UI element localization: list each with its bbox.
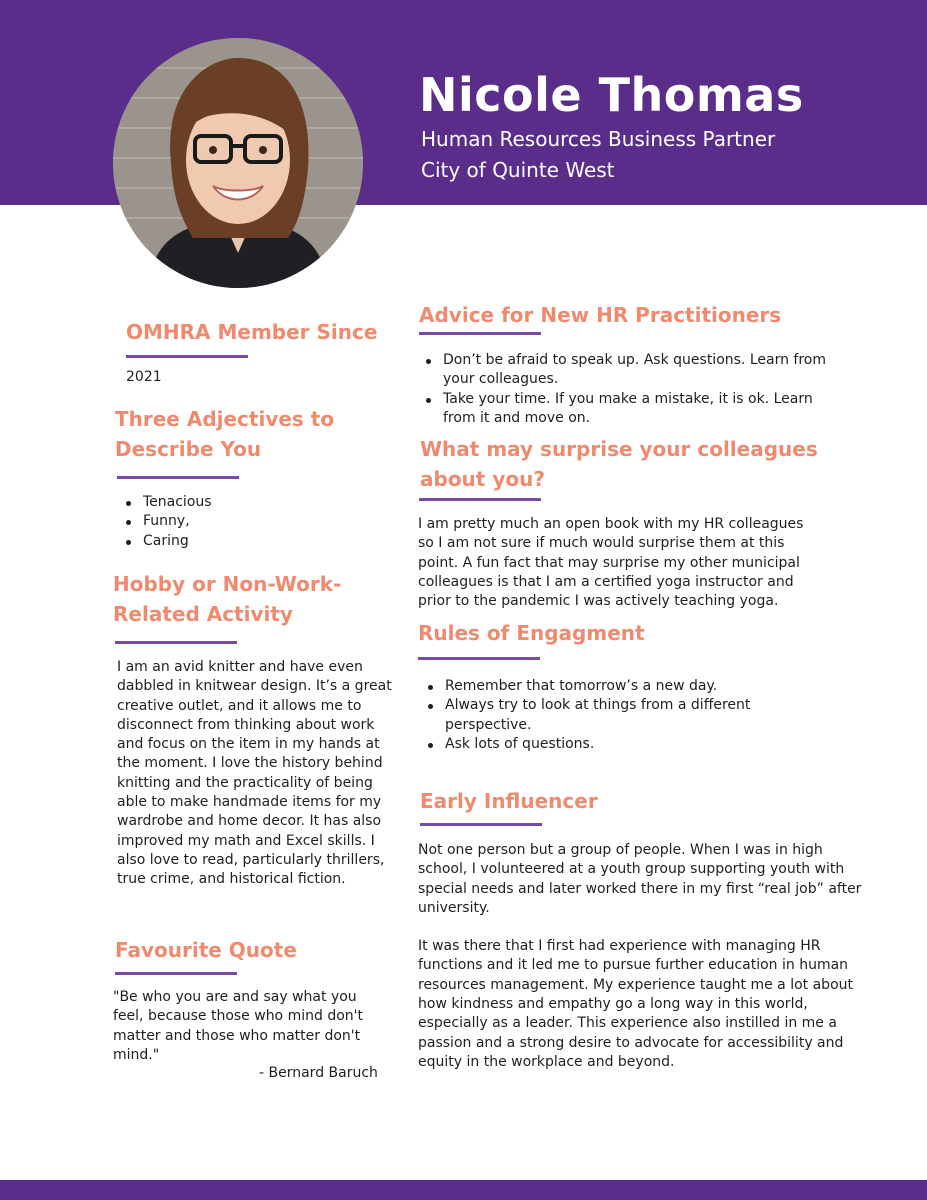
influencer-heading: Early Influencer <box>420 789 598 813</box>
footer-band <box>0 1180 927 1200</box>
quote-heading: Favourite Quote <box>115 938 297 962</box>
quote-text: "Be who you are and say what you feel, because those who mind don't matter and those who matter don't mind." <box>113 989 363 1063</box>
hobby-text: I am an avid knitter and have even dabbled in knitwear design. It’s a great creative outlet, and it allows me to disconnect from thinking about work and focus on the item in my hands at the moment. I love the history behind knitting and the practicality of being able to make handmade items for my wardrobe and home decor. It has also improved my math and Excel skills. I also love to read, particularly thrillers, true crime, and historical fiction. <box>117 659 392 888</box>
member-since-value: 2021 <box>126 369 162 385</box>
list-item: Don’t be afraid to speak up. Ask questions. Learn from your colleagues. <box>443 351 843 390</box>
influencer-paragraph-2: It was there that I first had experience with managing HR functions and it led me to pursue further education in human resources management. My experience taught me a lot about how kindness and empathy go a long way in this world, especially as a leader. This experience also instilled in me a passion and a strong desire to advocate for accessibility and equity in the workplace and beyond. <box>418 938 853 1070</box>
adjectives-heading-line1: Three Adjectives to <box>115 407 335 431</box>
job-title: Human Resources Business Partner <box>421 127 776 151</box>
list-item: Caring <box>143 532 212 551</box>
person-name: Nicole Thomas <box>419 68 804 122</box>
influencer-paragraph-1: Not one person but a group of people. When I was in high school, I volunteered at a youth group supporting youth with special needs and later worked there in my first “real job” after university. <box>418 842 862 916</box>
surprise-text: I am pretty much an open book with my HR colleagues so I am not sure if much would surprise them at this point. A fun fact that may surprise my other municipal colleagues is that I am a certified yoga instructor and prior to the pandemic I was actively teaching yoga. <box>418 516 804 610</box>
hobby-heading-line2: Related Activity <box>113 602 293 626</box>
advice-heading: Advice for New HR Practitioners <box>419 303 782 327</box>
section-divider <box>419 498 541 501</box>
surprise-heading-line1: What may surprise your colleagues <box>420 437 818 461</box>
hobby-heading <box>113 569 341 629</box>
list-item: Remember that tomorrow’s a new day. <box>445 677 805 696</box>
surprise-heading-line2: about you? <box>420 467 545 491</box>
list-item: Tenacious <box>143 493 212 512</box>
section-divider <box>418 657 540 660</box>
list-item: Funny, <box>143 512 212 531</box>
section-divider <box>126 355 248 358</box>
rules-heading: Rules of Engagment <box>418 621 645 645</box>
list-item: Take your time. If you make a mistake, it is ok. Learn from it and move on. <box>443 390 843 429</box>
profile-photo <box>113 38 363 288</box>
list-item: Always try to look at things from a different perspective. <box>445 696 805 735</box>
organization: City of Quinte West <box>421 158 615 182</box>
adjectives-heading <box>115 404 334 464</box>
advice-list <box>419 351 843 428</box>
hobby-heading-line1: Hobby or Non-Work- <box>113 572 342 596</box>
influencer-text <box>418 841 863 1072</box>
section-divider <box>115 641 237 644</box>
surprise-heading <box>420 434 818 494</box>
rules-list <box>421 677 805 754</box>
section-divider <box>115 972 237 975</box>
section-divider <box>419 332 541 335</box>
list-item: Ask lots of questions. <box>445 735 805 754</box>
member-since-heading: OMHRA Member Since <box>126 320 378 344</box>
section-divider <box>420 823 542 826</box>
section-divider <box>117 476 239 479</box>
adjectives-list <box>119 493 212 551</box>
adjectives-heading-line2: Describe You <box>115 437 262 461</box>
quote-attribution: - Bernard Baruch <box>259 1065 378 1081</box>
